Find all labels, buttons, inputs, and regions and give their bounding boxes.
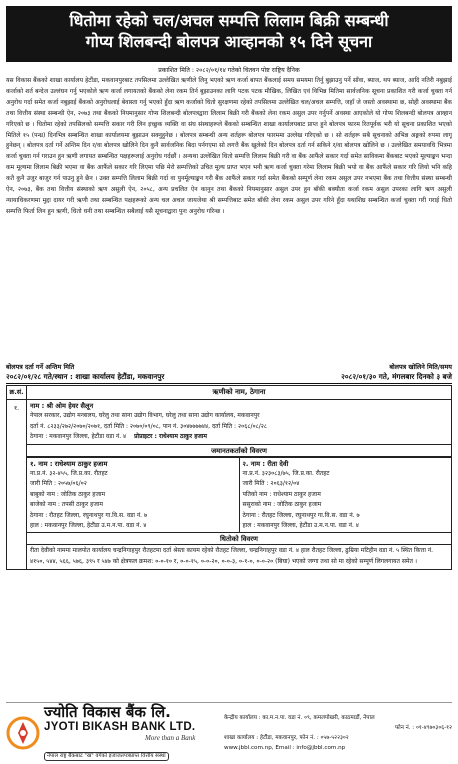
notice-title [6, 6, 452, 62]
guarantor-2-father: पतिको नाम : राधेश्याम ठाकुर हजाम [242, 490, 321, 498]
guarantor-1-current: हाल : मकवानपुर जिल्ला, हेटौंडा उ.म.न.पा. वडा नं. ४ [30, 522, 147, 530]
borrower-details [27, 400, 452, 570]
guarantor-1-address: ठेगाना : रौतहट जिल्ला, रघुनाथपुर गा.वि.स. वडा नं. ७ [30, 511, 148, 519]
borrower-address [30, 432, 448, 442]
row-sn: १. [7, 400, 27, 570]
divider [6, 383, 452, 384]
head-office: केन्द्रीय कार्यालय : का.म.न.पा. वडा नं. ०९, कमलपोखरी, काठमाडौं, नेपाल [224, 714, 375, 721]
borrower-line-3: ठेगाना : मकवानपुर जिल्ला, हेटौंडा वडा नं. ४ [30, 433, 127, 441]
submission-deadline [6, 363, 229, 381]
guarantor-2-address: ठेगाना : रौतहट जिल्ला, रघुनाथपुर गा.वि.स. वडा नं. ७ [242, 511, 360, 519]
borrower-line-2: दर्ता नं. ८२३३/२७२/२०७०/२०७१, दर्ता मिति : २०७०/०९/०८, पान नं. ३०४७७७७४४, दर्ता मिति : २०६८/०८/२८ [30, 422, 267, 430]
borrower-line-1: नेपाल सरकार, उद्योग मन्त्रालय, घरेलु तथा साना उद्योग विभाग, घरेलु तथा साना उद्योग कार्यालय, मकवानपुर [30, 412, 260, 420]
proprietor: प्रोप्राइटर : राधेश्याम ठाकुर हजाम [134, 433, 207, 441]
head-office-phone: फोन नं. : ०१-४९७०३०६-१२ [394, 724, 452, 731]
opening-label: बोलपत्र खोलिने मिति/समय [389, 363, 452, 371]
guarantor-header: जमानतकर्ताको विवरण [27, 444, 451, 457]
guarantor-table [27, 457, 451, 533]
date-row [6, 363, 452, 381]
branch-office: शाखा कार्यालय : हेटौंडा, मकवानपुर, फोन नं. : ०५७-५२२३०२ [224, 734, 349, 741]
website-email[interactable]: www.jbbl.com.np, Email : info@jbbl.com.np [224, 744, 346, 751]
guarantor-1-father: बाबुको नाम : जोतिक ठाकुर हजाम [30, 490, 106, 498]
license-note: नेपाल राष्ट्र बैंकबाट "ख" वर्गको इजाजतपत्रप्राप्त वित्तीय संस्था [44, 752, 169, 761]
submission-label: बोलपत्र दर्ता गर्ने अन्तिम मिति [6, 363, 75, 371]
guarantor-2 [239, 457, 451, 532]
contact-info [216, 713, 452, 753]
guarantor-2-name: २. नाम : रीता देवी [242, 459, 289, 468]
sn-header: क्र.सं. [7, 386, 27, 400]
publication-line: प्रकाशित मिति : २०८२/०१/१४ गतेको चितवन पोष्ट राष्ट्रिय दैनिक [158, 67, 300, 74]
guarantor-2-current: हाल : मकवानपुर जिल्ला, हेटौंडा उ.म.न.पा. वडा नं. ४ [242, 522, 359, 530]
title-line-1: धितोमा रहेको चल/अचल सम्पत्ति लिलाम बिक्री सम्बन्धी [69, 11, 389, 30]
guarantor-1-citizenship: ना.प्र.नं. ३२-४५५, जि.प्र.का. रौतहट [30, 470, 108, 478]
collateral-details: रीता देवीको नाममा मालपोत कार्यालय चन्द्रनिगाहपुर रौतहटमा दर्ता श्रेस्ता कायम रहेको रौतहट जिल्ला, चन्द्रनिगाहपुर वडा नं. ४ हाल रौतहट जिल्ला, ढुम्रिया मटिहीन वडा नं. ५ स्थित कित्ता नं. ४१५०, ५४४, ५६६, ५७६, ३९५ र ५४७ को क्षेत्रफल क्रमश: ०-०-१० र, ०-०-१५, ०-०-२०, ०-०-३, ०-१-०, ०-०-२० (बिघा) भएको जग्गा तथा सो मा रहेको सम्पूर्ण लिगलगायत समेत । [30, 547, 434, 565]
logo-tagline: More than a Bank [144, 734, 196, 742]
bank-logo-icon [6, 716, 40, 750]
guarantor-1 [27, 457, 239, 532]
opening-date [229, 363, 452, 381]
guarantor-1-issued: जारी मिति : २०५७/०६/०२ [30, 480, 87, 488]
guarantor-1-grandfather: बाजेको नाम : तपसी ठाकुर हजाम [30, 501, 103, 509]
collateral-header: धितोको विवरण [27, 532, 451, 545]
borrower-table [6, 385, 452, 570]
borrower-name: नाम : श्री ओम हेयर सैलून [30, 402, 94, 410]
bank-logo [6, 704, 216, 761]
guarantor-2-issued: जारी मिति : २०६३/१२/०४ [242, 480, 300, 488]
borrower-header: ऋणीको नाम, ठेगाना [27, 386, 452, 400]
guarantor-1-name: १. नाम : राधेश्याम ठाकुर हजाम [30, 459, 108, 468]
notice-body: यस विकास बैंकको शाखा कार्यालय हेटौंडा, मकवानपुरबाट तपसिलमा उल्लेखित ऋणीले लिनु भएको ऋण कर्जा बापत बैंकलाई समय समयमा तिर्नु बुझाउनु पर्ने साँवा, ब्याज, थप ब्याज, आदि नतिरी नबुझाई कर्जाको शर्त बन्देज उल्लंघन गर्नु भएकोले ऋण कर्जा लगायतको बैंकको लेना रकम तिर्न बुझाउनका लागि पटक पटक मौखिक, लिखित एवं विभिन्न मितिमा सार्वजनिक सूचना प्रकाशित गरी कर्जा चुक्ता गर्न अनुरोध गर्दा समेत कर्जा नबुझाई बैंकको अनुरोधलाई बेवास्ता गर्नु भएको हुँदा ऋण कर्जाको धितो सुरक्षणमा रहेको तपसिलमा उल्लेखित चल/अचल सम्पत्ति, जहाँ जे जस्तो अवस्थामा छ, सोही अवस्थामा बैंक तथा वित्तीय संस्था सम्बन्धी ऐन, २०७३ तथा बैंकको नियमानुसार गोप्य शिलबन्दी बोलपत्रद्वारा लिलाम बिक्री गरी बैंकको लेना रकम असुल उपर गर्नुपर्ने अवस्था आएकोले यो गोप्य शिलबन्दी बोलपत्र आव्हान गरिएको छ । धितोमा रहेको तपसिलको सम्पत्ति सकार गरी लिन इच्छुक व्यक्ति वा संघ संस्थाहरूले बैंकको सम्बन्धित शाखा कार्यालयबाट प्राप्त हुने बोलपत्र फारम रितपूर्वक भरी यो सूचना प्रकाशित भएको मितिले १५ (पन्ध्र) दिनभित्र सम्बन्धित शाखा कार्यालयमा बुझाउन सक्नुहुनेछ । बोलपत्र सम्बन्धी अन्य शर्तहरू बोलपत्र फारममा उल्लेख गरिएको छ । सो शर्तहरू सबै सूचनाको अभिन्न अङ्गको रुपमा लागू हुनेछन् । बोलपत्र दर्ता गर्ने अन्तिम दिन र/वा बोलपत्र खोलिने दिन कुनै सार्वजनिक बिदा पर्नगएमा सो लगत्तै बैंक खुलेको दिन बोलपत्र दर्ता गर्न सकिने र/वा बोलपत्र खोलिने छ । उल्लेखित समयावधि भित्रमा कर्जा चुक्ता गर्न गराउन हुन ऋणी लगायत सम्बन्धित पक्षहरूलाई अनुरोध गर्दछौं । अन्यथा उल्लेखित धितो सम्पत्ति लिलाम बिक्री गरी वा बैंक आफैंले सकार गर्दा समेत साविकमा बैंकबाट भएको मूल्याङ्कन भन्दा कम मूल्यमा लिलाम बिक्री भएमा वा बैंक आफैंले सकार गरि लिएमा पछि मेरो सम्पत्तिको उचित मूल्य प्राप्त भएन भनी ऋण कर्जा चुक्ता गरेमा लिलाम बिक्री भयो वा बैंक आफैंले सकार गरि लियो भनि कहि कतै कुनै उजुर बाजुर गर्न पाउनु हुने छैन । उक्त सम्पत्ति लिलाम बिक्री गर्दा वा पुनर्मूल्याङ्कन गरी बैंक आफैंले सकार गर्दा समेत बैंकको सम्पूर्ण लेना रकम असुल उपर नभएमा बैंक तथा वित्तीय संस्था सम्बन्धी ऐन, २०७३, बैंक तथा वित्तीय संस्थाको ऋण असुली ऐन, २०५८, अन्य प्रचलित ऐन कानुन तथा बैंकको नियमानुसार असुल उपर हुन बाँकी बक्यौता कर्जा रकम असुल उपरका लागि ऋण असुली न्यायाधिकरणमा मुद्दा दायर गरी ऋणी तथा सम्बन्धित पक्षहरूको अन्य चल अचल जायजेथा श्री सम्पत्तिबाट समेत बाँकी लेना रकम असुल उपर गरिने हुँदा यथाशिघ्र सम्बन्धित कर्जा चुक्ता गरी गराई धितो सम्पत्ति फिर्ता लिन हुन ऋणी, धितो धनी तथा सम्बन्धित सबैलाई यसै सूचनाद्वारा पुनः अनुरोध गरिन्छ । [6, 77, 452, 215]
submission-value: २०८२/०१/२८ गते/स्थान : शाखा कार्यालय हेटौंडा, मकवानपुर [6, 372, 165, 381]
logo-name-english: JYOTI BIKASH BANK LTD. [44, 721, 196, 733]
bank-footer [6, 702, 452, 758]
title-line-2: गोप्य शिलबन्दी बोलपत्र आव्हानको १५ दिने सूचना [85, 32, 373, 51]
borrower-block [27, 400, 451, 444]
opening-value: २०८२/०१/३० गते, मंगलबार दिनको ३ बजे [341, 372, 452, 381]
guarantor-2-grandfather: ससुराको नाम : जोतिक ठाकुर हजाम [242, 501, 322, 509]
logo-name-nepali: ज्योति विकास बैंक लि. [44, 703, 171, 721]
guarantor-2-citizenship: ना.प्र.नं. ३२३०८३/७५, जि.प्र.का. रौतहट [242, 470, 330, 478]
